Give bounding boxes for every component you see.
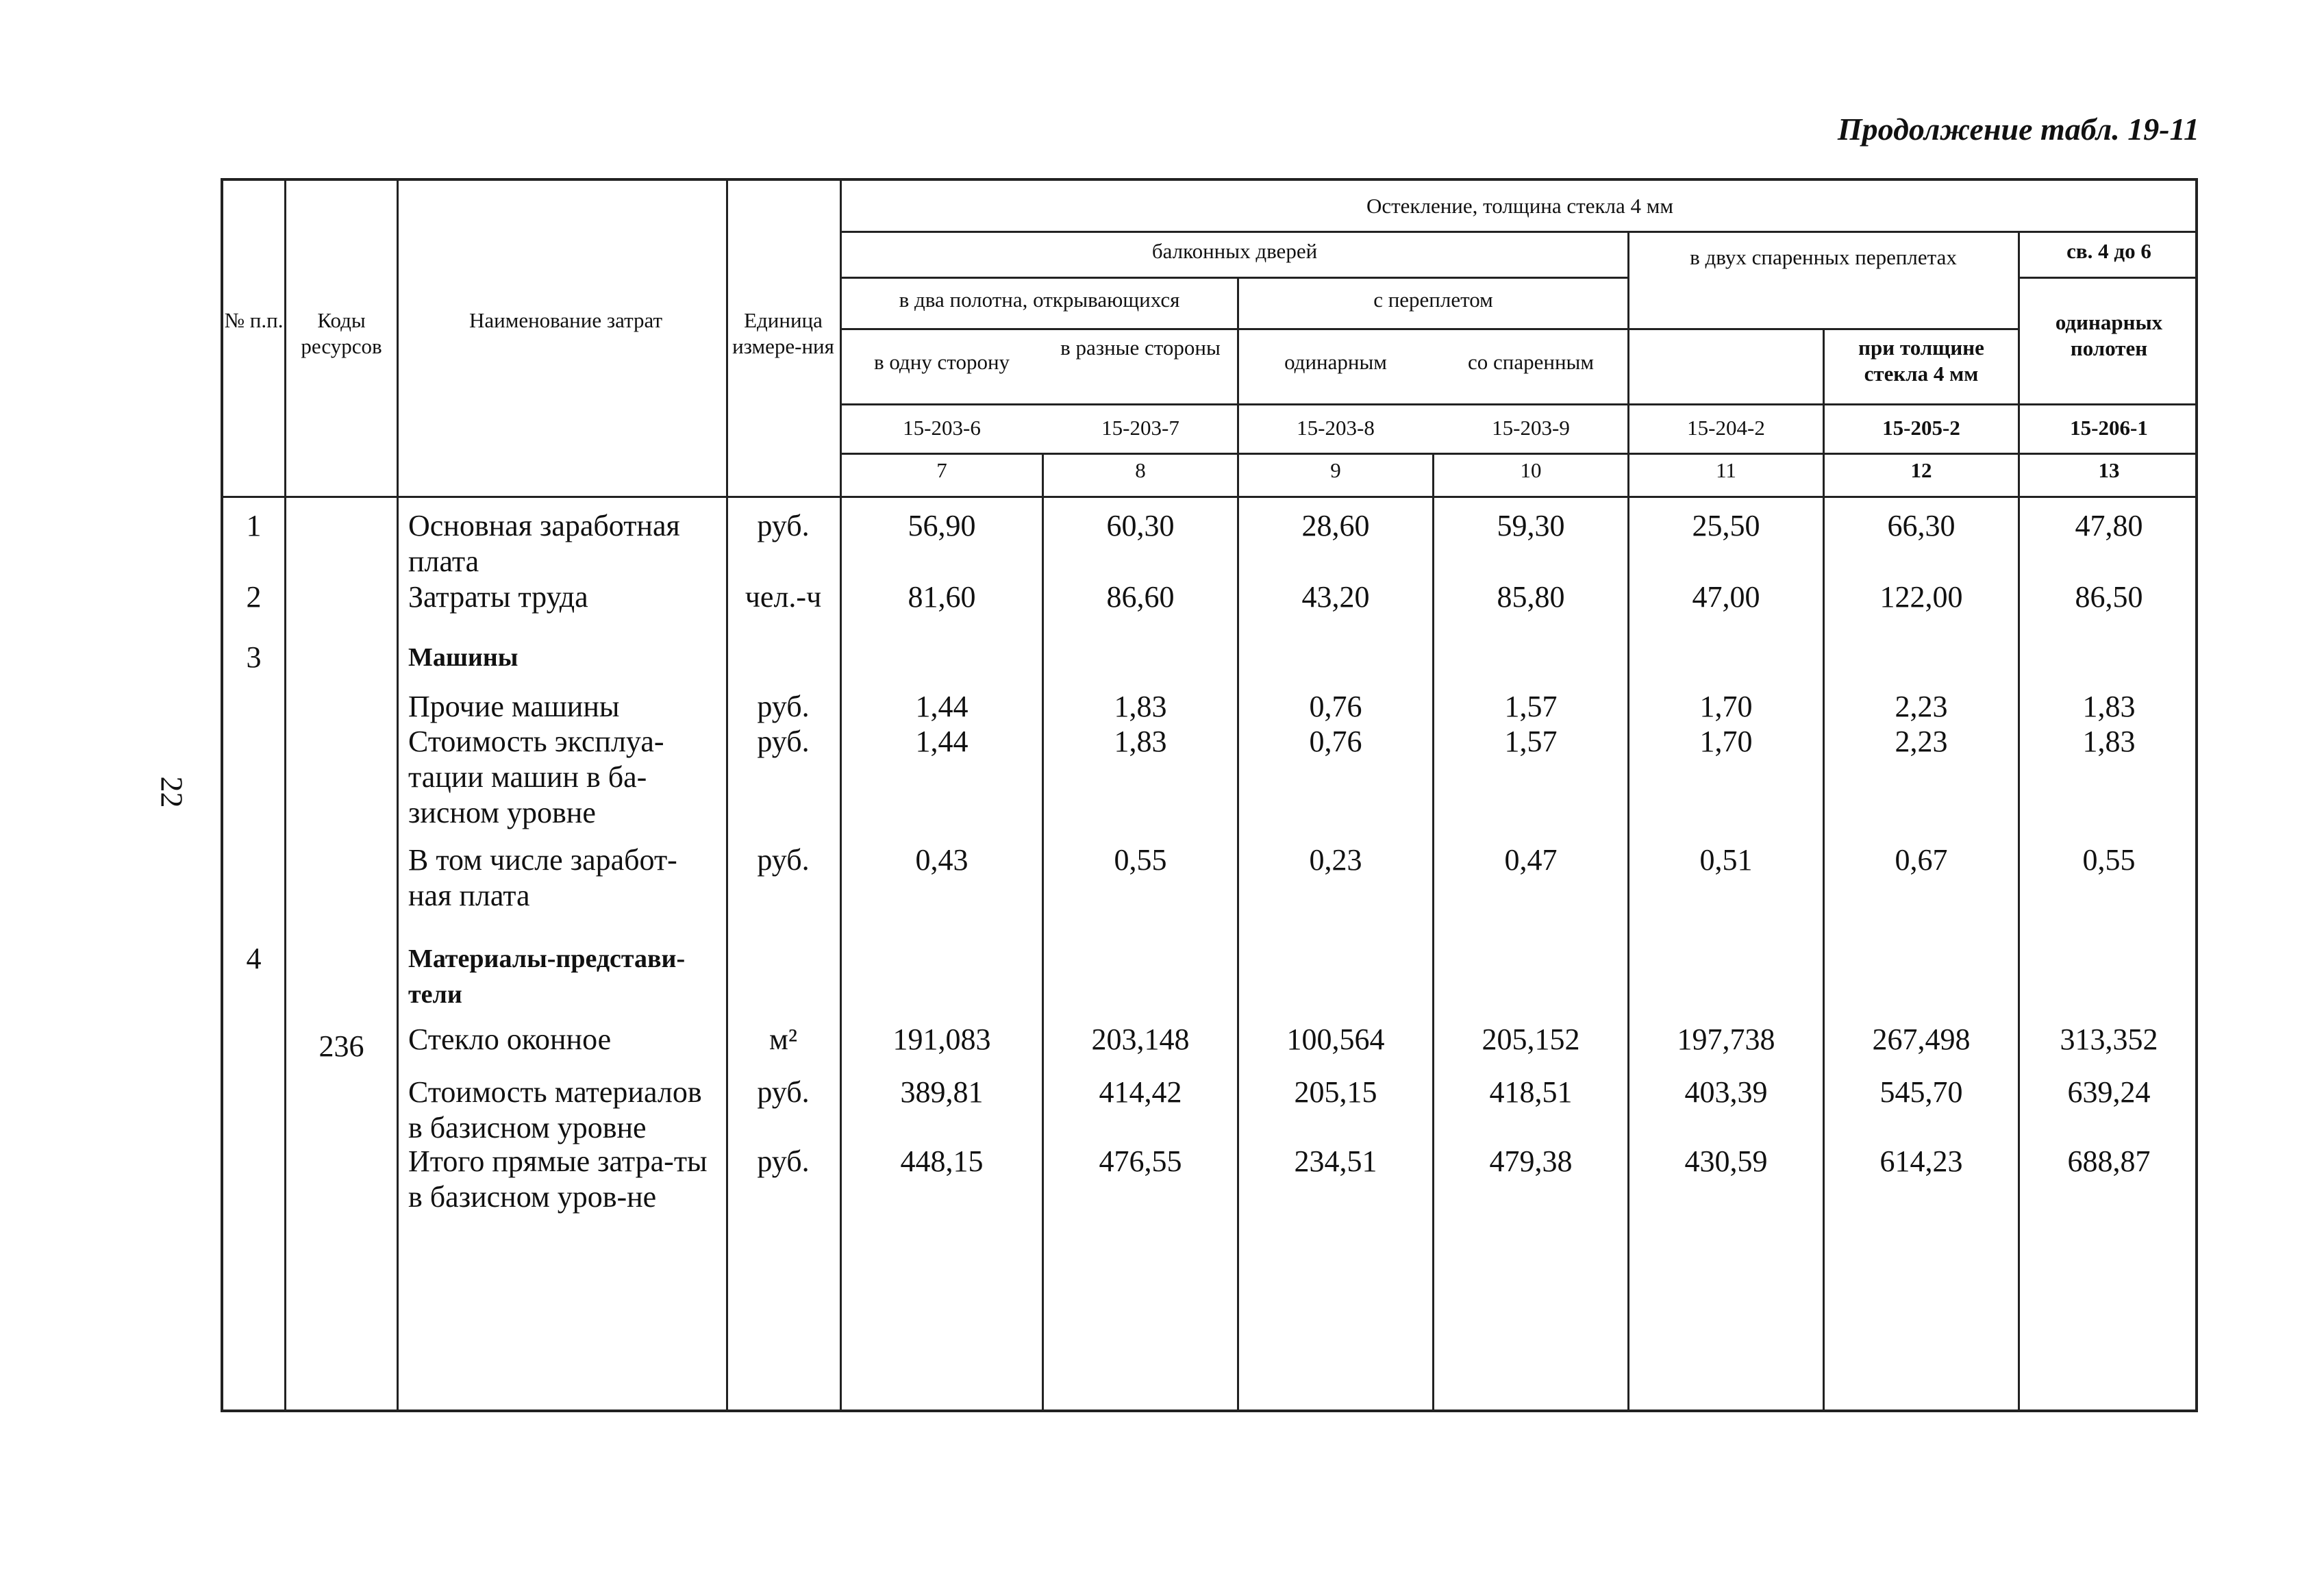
header-diff-sides: в разные стороны bbox=[1060, 336, 1221, 360]
value-cell: 1,44 bbox=[915, 690, 969, 723]
rule bbox=[223, 496, 2198, 498]
code-cell: 15-203-7 bbox=[1101, 416, 1179, 440]
rule bbox=[840, 453, 2198, 455]
rule bbox=[1627, 328, 2018, 330]
code-cell: 15-206-1 bbox=[2070, 416, 2148, 440]
cost-name: Затраты труда bbox=[408, 580, 588, 614]
header-over: св. 4 до 6 bbox=[2066, 239, 2151, 263]
value-cell: 545,70 bbox=[1879, 1075, 1963, 1109]
rule bbox=[397, 181, 399, 1411]
value-cell: 85,80 bbox=[1497, 580, 1565, 614]
value-cell: 0,55 bbox=[2082, 843, 2136, 877]
col-number: 7 bbox=[936, 458, 947, 482]
value-cell: 56,90 bbox=[908, 509, 976, 542]
value-cell: 28,60 bbox=[1301, 509, 1370, 542]
cost-name: Стоимость материалов в базисном уровне bbox=[408, 1075, 702, 1144]
value-cell: 0,51 bbox=[1699, 843, 1753, 877]
header-name: Наименование затрат bbox=[468, 308, 662, 332]
header-one-side: в одну сторону bbox=[873, 350, 1010, 374]
table-caption: Продолжение табл. 19-11 bbox=[1837, 112, 2199, 147]
value-cell: 313,352 bbox=[2060, 1023, 2158, 1056]
col-number: 12 bbox=[1910, 458, 1932, 482]
value-cell: 59,30 bbox=[1497, 509, 1565, 542]
value-cell: 86,60 bbox=[1106, 580, 1175, 614]
value-cell: 66,30 bbox=[1887, 509, 1956, 542]
value-cell: 81,60 bbox=[908, 580, 976, 614]
rule bbox=[2018, 231, 2020, 1411]
value-cell: 205,152 bbox=[1482, 1023, 1580, 1056]
value-cell: 0,76 bbox=[1309, 725, 1362, 758]
rule bbox=[840, 231, 2198, 233]
value-cell: 414,42 bbox=[1099, 1075, 1182, 1109]
cost-name: Основная заработная плата bbox=[408, 509, 680, 578]
header-with-frame: с переплетом bbox=[1373, 288, 1493, 312]
value-cell: 0,47 bbox=[1504, 843, 1558, 877]
rule bbox=[840, 328, 1627, 330]
value-cell: 60,30 bbox=[1106, 509, 1175, 542]
value-cell: 25,50 bbox=[1692, 509, 1760, 542]
value-cell: 0,43 bbox=[915, 843, 969, 877]
row-number: 1 bbox=[246, 509, 262, 542]
rule bbox=[1627, 231, 1629, 1411]
row-number: 4 bbox=[246, 942, 262, 975]
rule bbox=[840, 277, 1627, 279]
value-cell: 2,23 bbox=[1895, 725, 1948, 758]
value-cell: 122,00 bbox=[1879, 580, 1963, 614]
page-number: 22 bbox=[154, 776, 190, 808]
value-cell: 205,15 bbox=[1294, 1075, 1377, 1109]
value-cell: 43,20 bbox=[1301, 580, 1370, 614]
header-paired: со спаренным bbox=[1467, 350, 1594, 374]
value-cell: 0,67 bbox=[1895, 843, 1948, 877]
header-no: № п.п. bbox=[224, 308, 284, 332]
value-cell: 430,59 bbox=[1684, 1144, 1768, 1178]
row-number: 2 bbox=[246, 580, 262, 614]
code-cell: 15-203-9 bbox=[1492, 416, 1570, 440]
cost-name: Машины bbox=[408, 643, 518, 672]
header-double: в двух спаренных переплетах bbox=[1690, 245, 1957, 269]
value-cell: 476,55 bbox=[1099, 1144, 1182, 1178]
cost-name: Стоимость эксплуа-тации машин в ба-зисном уровне bbox=[408, 725, 664, 829]
col-number: 10 bbox=[1520, 458, 1542, 482]
value-cell: 403,39 bbox=[1684, 1075, 1768, 1109]
value-cell: 86,50 bbox=[2075, 580, 2143, 614]
cost-name: В том числе заработ-ная плата bbox=[408, 843, 677, 912]
unit: руб. bbox=[757, 1144, 810, 1178]
value-cell: 0,23 bbox=[1309, 843, 1362, 877]
unit: руб. bbox=[757, 725, 810, 758]
col-number: 9 bbox=[1330, 458, 1341, 482]
code-cell: 15-203-6 bbox=[903, 416, 981, 440]
value-cell: 479,38 bbox=[1489, 1144, 1573, 1178]
value-cell: 267,498 bbox=[1872, 1023, 1971, 1056]
resource-code: 236 bbox=[318, 1029, 364, 1063]
value-cell: 191,083 bbox=[892, 1023, 991, 1056]
header-single: одинарным bbox=[1284, 350, 1387, 374]
value-cell: 1,83 bbox=[1114, 725, 1167, 758]
col-number: 13 bbox=[2098, 458, 2120, 482]
code-cell: 15-203-8 bbox=[1297, 416, 1375, 440]
value-cell: 47,00 bbox=[1692, 580, 1760, 614]
value-cell: 1,83 bbox=[1114, 690, 1167, 723]
cost-name: Прочие машины bbox=[408, 690, 620, 723]
header-two-leaves: в два полотна, открывающихся bbox=[899, 288, 1180, 312]
rule bbox=[726, 181, 728, 1411]
cost-name: Стекло оконное bbox=[408, 1023, 612, 1056]
value-cell: 688,87 bbox=[2067, 1144, 2151, 1178]
rule bbox=[284, 181, 286, 1411]
code-cell: 15-204-2 bbox=[1687, 416, 1765, 440]
unit: м² bbox=[769, 1023, 798, 1056]
value-cell: 234,51 bbox=[1294, 1144, 1377, 1178]
value-cell: 197,738 bbox=[1677, 1023, 1775, 1056]
col-number: 8 bbox=[1135, 458, 1146, 482]
unit: руб. bbox=[757, 843, 810, 877]
value-cell: 614,23 bbox=[1879, 1144, 1963, 1178]
unit: руб. bbox=[757, 690, 810, 723]
header-single-leaves: одинарных полотен bbox=[2055, 310, 2163, 360]
col-number: 11 bbox=[1716, 458, 1736, 482]
value-cell: 1,70 bbox=[1699, 725, 1753, 758]
unit: руб. bbox=[757, 509, 810, 542]
cost-table bbox=[221, 178, 2198, 1412]
header-balcony: балконных дверей bbox=[1151, 239, 1318, 263]
rule bbox=[2018, 277, 2198, 279]
code-cell: 15-205-2 bbox=[1882, 416, 1960, 440]
header-unit: Единица измере-ния bbox=[732, 308, 834, 358]
row-number: 3 bbox=[246, 640, 262, 674]
header-glazing: Остекление, толщина стекла 4 мм bbox=[1366, 194, 1674, 218]
value-cell: 100,564 bbox=[1286, 1023, 1385, 1056]
header-codes: Коды ресурсов bbox=[301, 308, 382, 358]
value-cell: 389,81 bbox=[900, 1075, 984, 1109]
value-cell: 639,24 bbox=[2067, 1075, 2151, 1109]
cost-name: Итого прямые затра-ты в базисном уров-не bbox=[408, 1144, 708, 1214]
cost-name: Материалы-представи-тели bbox=[408, 944, 686, 1009]
value-cell: 418,51 bbox=[1489, 1075, 1573, 1109]
value-cell: 0,55 bbox=[1114, 843, 1167, 877]
unit: чел.-ч bbox=[745, 580, 822, 614]
value-cell: 1,70 bbox=[1699, 690, 1753, 723]
value-cell: 0,76 bbox=[1309, 690, 1362, 723]
value-cell: 448,15 bbox=[900, 1144, 984, 1178]
value-cell: 1,57 bbox=[1504, 690, 1558, 723]
value-cell: 1,44 bbox=[915, 725, 969, 758]
value-cell: 1,57 bbox=[1504, 725, 1558, 758]
value-cell: 2,23 bbox=[1895, 690, 1948, 723]
value-cell: 47,80 bbox=[2075, 509, 2143, 542]
value-cell: 1,83 bbox=[2082, 725, 2136, 758]
value-cell: 1,83 bbox=[2082, 690, 2136, 723]
header-thickness: при толщине стекла 4 мм bbox=[1858, 336, 1984, 386]
rule bbox=[840, 403, 2198, 405]
value-cell: 203,148 bbox=[1091, 1023, 1190, 1056]
unit: руб. bbox=[757, 1075, 810, 1109]
